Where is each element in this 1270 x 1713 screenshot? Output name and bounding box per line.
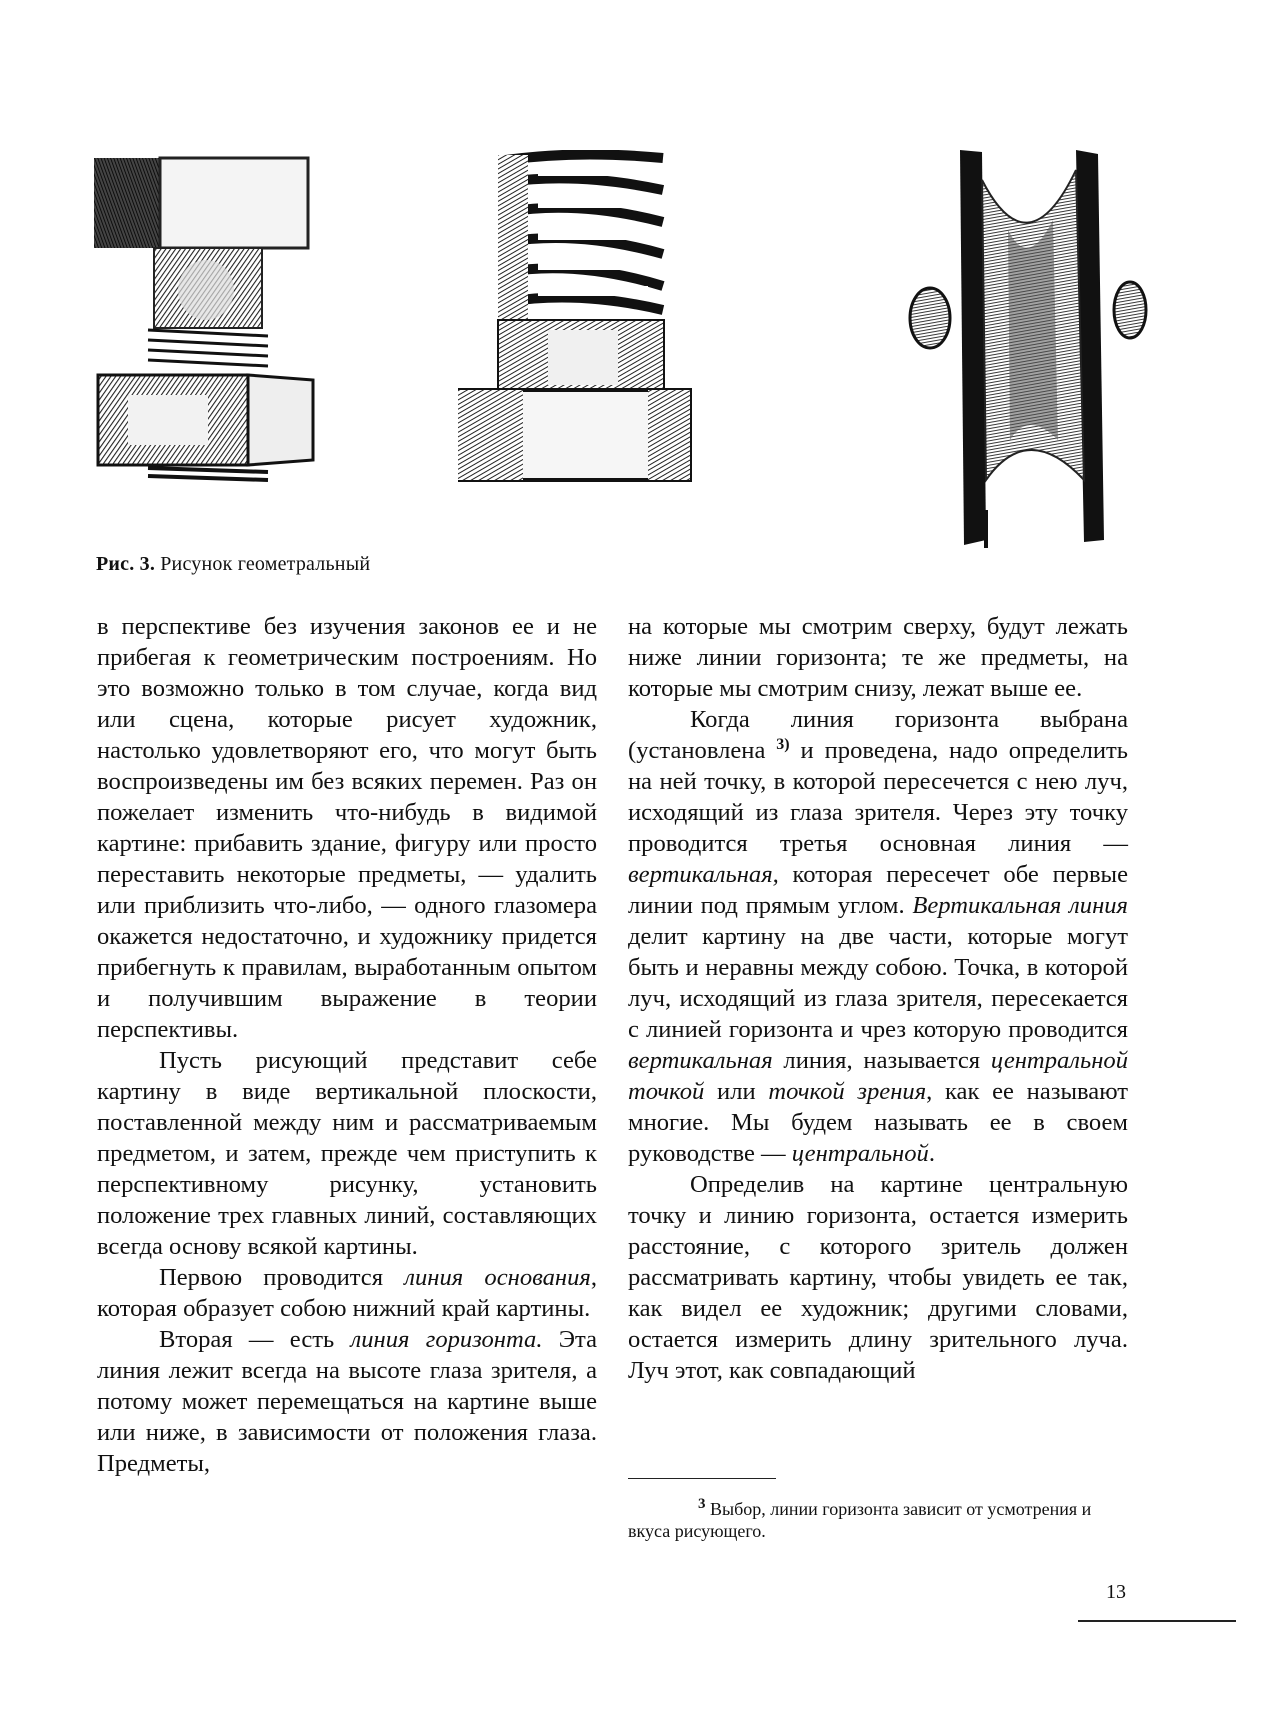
left-p4-b: Эта линия лежит всегда на высоте глаза зрителя, а потому может перемещаться на картине выше или ниже, в зависимости от положения глаза. Предметы, <box>97 1326 597 1477</box>
left-paragraph-1: в перспективе без изучения законов ее и не прибегая к геометрическим построениям. Но это возможно только в том случае, когда вид или сцена, которые рисует художник, настолько удовлетворяют его, что могут быть воспроизведены им без всяких перемен. Раз он пожелает изменить что-нибудь в видимой картине: прибавить здание, фигуру или просто переставить некоторые предметы, — удалить или приблизить что-либо, — одного глазомера окажется недостаточно, и художнику придется прибегнуть к правилам, выработанным опытом и получившим выражение в теории перспективы. <box>97 613 597 1043</box>
right-p2-i1: вертикальная, <box>628 861 779 888</box>
left-paragraph-4 <box>97 1324 597 1479</box>
right-p2-f: или <box>704 1078 769 1105</box>
right-p2-i4: центральной точкой <box>628 1047 1128 1105</box>
right-p2-i3: вертикальная <box>628 1047 773 1074</box>
footnote-number: 3 <box>698 1496 706 1512</box>
right-paragraph-1: на которые мы смотрим сверху, будут лежать ниже линии горизонта; те же предметы, на которые мы смотрим снизу, лежат выше ее. <box>628 613 1128 702</box>
bolt-drawing <box>88 150 328 500</box>
right-p2-d: делит картину на две части, которые могут быть и неравны между собою. Точка, в которой луч, исходящий из глаза зрителя, пересекается с линией горизонта и чрез которую проводится <box>628 923 1128 1043</box>
footnote-ref[interactable]: 3) <box>776 735 790 753</box>
left-p4-italic: линия горизонта. <box>350 1326 543 1353</box>
footnote-text: Выбор, линии горизонта зависит от усмотрения и вкуса рисующего. <box>628 1499 1092 1541</box>
right-column <box>628 611 1128 1386</box>
left-p3-a: Первою проводится <box>159 1264 405 1291</box>
pulley-drawing <box>908 150 1148 550</box>
left-p3-b: , которая образует собою нижний край картины. <box>97 1264 598 1322</box>
right-paragraph-2 <box>628 704 1128 1169</box>
left-p3-italic: линия основания <box>404 1264 591 1291</box>
right-p2-c: которая пересечет обе первые линии под прямым углом. <box>628 861 1128 919</box>
caption-text: Рисунок геометральный <box>155 553 371 575</box>
right-p2-i2: Вертикальная линия <box>912 892 1128 919</box>
footnote <box>628 1498 1128 1542</box>
right-p2-b: и проведена, надо определить на ней точку, в которой пересечется с нею луч, исходящий из глаза зрителя. Через эту точку проводится третья основная линия — <box>628 737 1128 857</box>
right-p2-e: линия, называется <box>772 1047 991 1074</box>
footnote-divider <box>628 1478 776 1479</box>
page-number: 13 <box>1106 1581 1126 1603</box>
right-p2-i6: центральной <box>791 1140 929 1167</box>
page-number-rule <box>1078 1620 1236 1622</box>
figure-caption <box>96 553 370 576</box>
left-p4-a: Вторая — есть <box>159 1326 351 1353</box>
right-p2-a: Когда линия горизонта выбрана (установлена <box>628 706 1128 764</box>
figure-area <box>88 150 1148 550</box>
right-p2-i5: точкой зрения <box>768 1078 927 1105</box>
right-p2-h: . <box>928 1140 935 1167</box>
right-paragraph-3: Определив на картине центральную точку и линию горизонта, остается измерить расстояние, с которого зритель должен рассматривать картину, чтобы увидеть ее так, как видел ее художник; другими словами, остается измерить длину зрительного луча. Луч этот, как совпадающий <box>628 1171 1128 1384</box>
left-column <box>97 611 597 1479</box>
left-paragraph-3 <box>97 1262 597 1324</box>
caption-label: Рис. 3. <box>96 553 156 575</box>
right-p2-g: , как ее называют многие. Мы будем называть ее в своем руководстве — <box>628 1078 1128 1167</box>
left-paragraph-2: Пусть рисующий представит себе картину в виде вертикальной плоскости, поставленной между ним и рассматриваемым предметом, и затем, прежде чем приступить к перспективному рисунку, установить положение трех главных линий, составляющих всегда основу всякой картины. <box>97 1047 597 1260</box>
screw-drawing <box>458 150 698 490</box>
